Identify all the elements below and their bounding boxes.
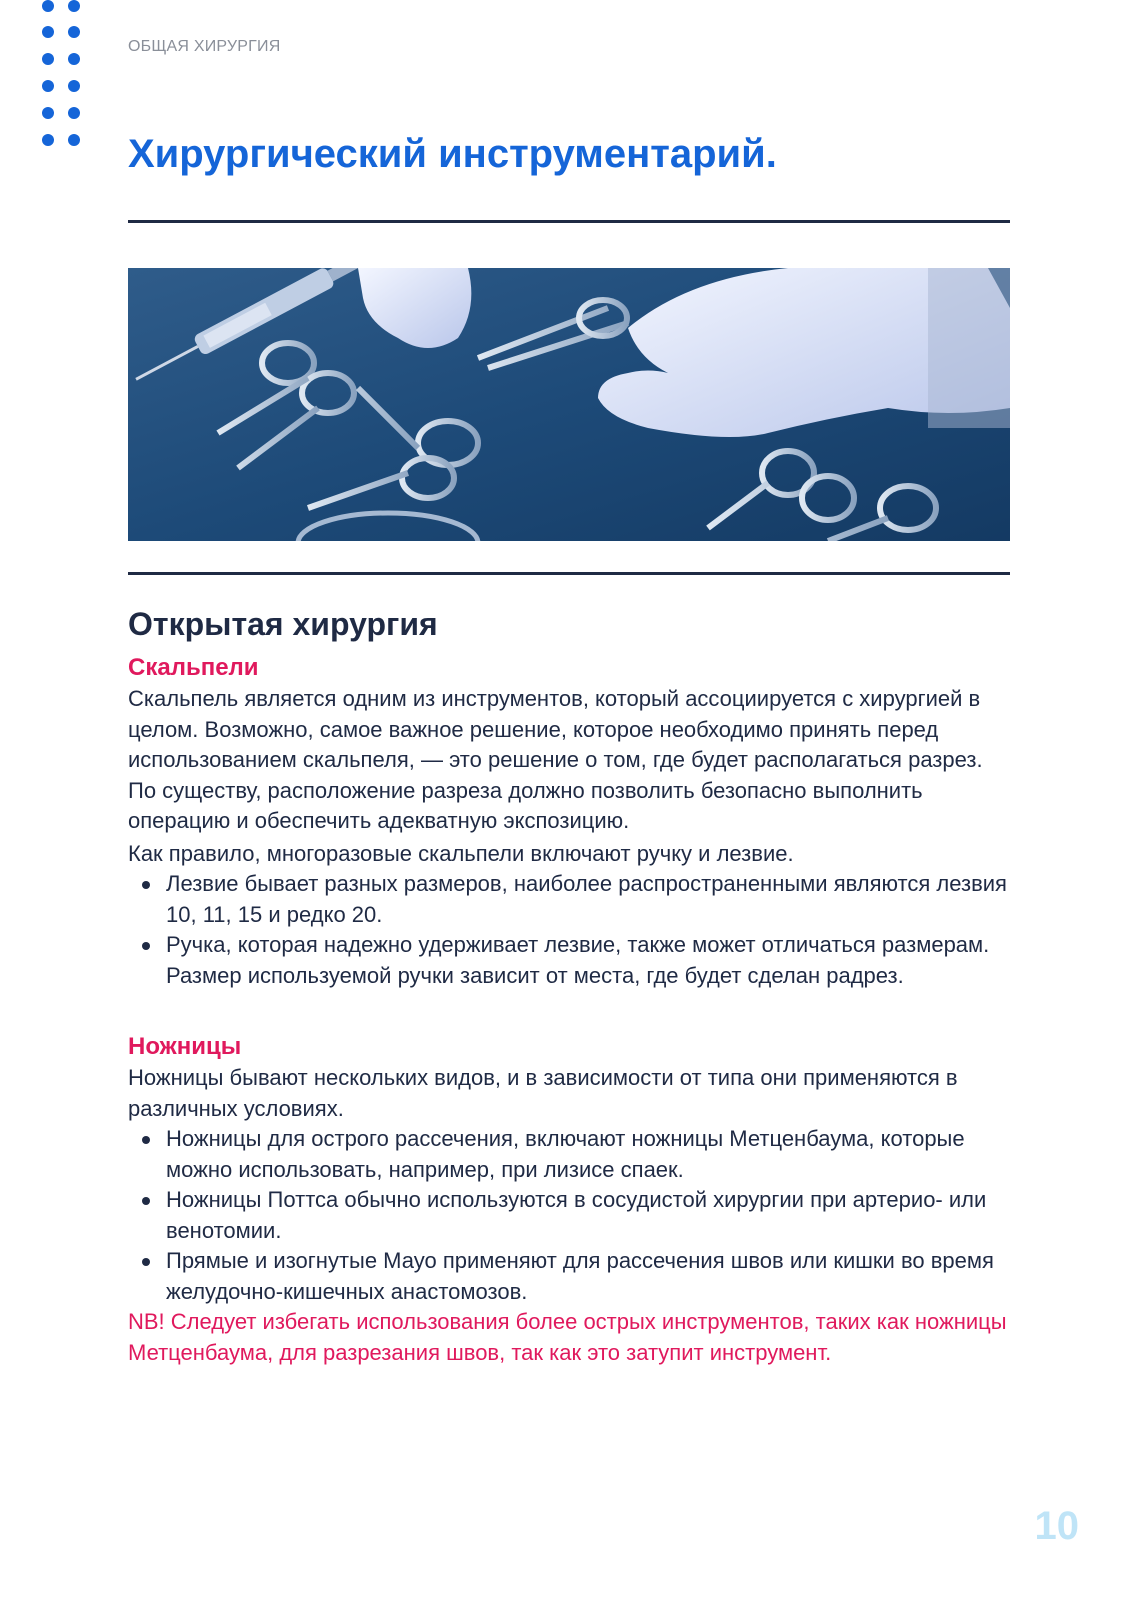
list-item: Прямые и изогнутые Мауо применяют для рассечения швов или кишки во время желудочно-кишечных анастомозов. <box>128 1246 1010 1307</box>
scissors-paragraph-1: Ножницы бывают нескольких видов, и в зависимости от типа они применяются в различных условиях. <box>128 1065 958 1121</box>
scalpels-heading: Скальпели <box>128 654 259 681</box>
top-divider <box>128 220 1010 223</box>
scalpels-paragraph-1: Скальпель является одним из инструментов, который ассоциируется с хирургией в целом. Возможно, самое важное решение, которое необходимо принять перед использованием скальпеля, — это решение о том, где будет располагаться разрез. По существу, расположение разреза должно позволить безопасно выполнить операцию и обеспечить адекватную экспозицию. <box>128 686 983 833</box>
bottom-divider <box>128 572 1010 575</box>
list-item: Ножницы Поттса обычно используются в сосудистой хирургии при артерио- или венотомии. <box>128 1185 1010 1246</box>
scalpels-list <box>128 869 1010 991</box>
page-title: Хирургический инструментарий. <box>128 132 777 176</box>
list-item: Ручка, которая надежно удерживает лезвие, также может отличаться размерам. Размер используемой ручки зависит от места, где будет сделан радрез. <box>128 930 1010 991</box>
nb-note: NB! Следует избегать использования более острых инструментов, таких как ножницы Метценбаума, для разрезания швов, так как это затупит инструмент. <box>128 1309 1007 1365</box>
decorative-dots <box>36 0 92 150</box>
scalpels-paragraph-2: Как правило, многоразовые скальпели включают ручку и лезвие. <box>128 840 794 866</box>
page-number: 10 <box>1034 1504 1079 1548</box>
scissors-list <box>128 1124 1010 1307</box>
surgical-instruments-photo <box>128 268 1010 541</box>
section-title: Открытая хирургия <box>128 606 438 642</box>
list-item: Лезвие бывает разных размеров, наиболее распространенными являются лезвия 10, 11, 15 и редко 20. <box>128 869 1010 930</box>
list-item: Ножницы для острого рассечения, включают ножницы Метценбаума, которые можно использовать, например, при лизисе спаек. <box>128 1124 1010 1185</box>
main-content <box>128 604 1010 1368</box>
running-head: ОБЩАЯ ХИРУРГИЯ <box>128 38 281 55</box>
scissors-heading: Ножницы <box>128 1033 242 1060</box>
